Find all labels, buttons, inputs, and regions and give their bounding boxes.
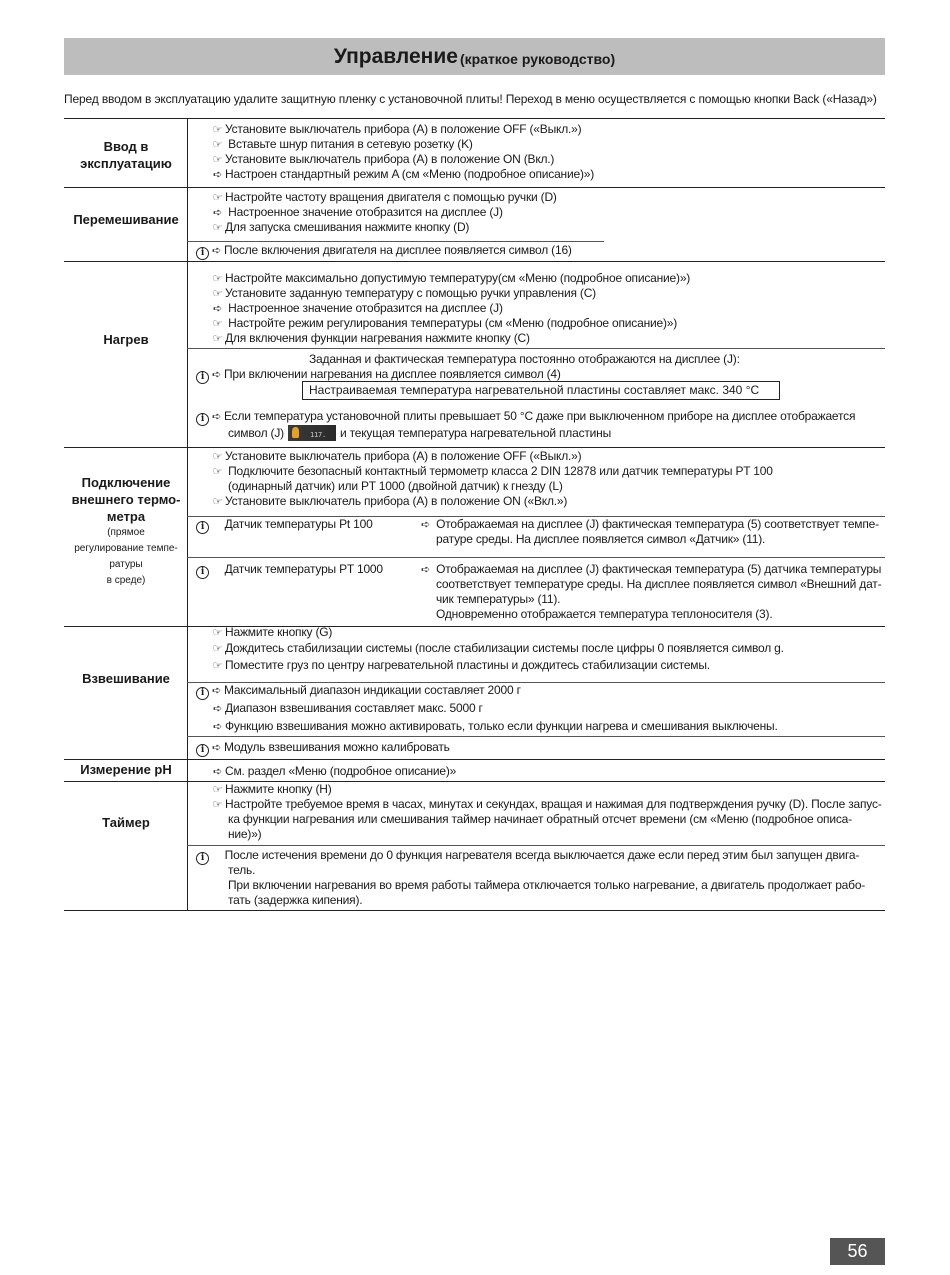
hand-icon: ☞ <box>212 627 223 639</box>
arrow-icon: ➪ <box>212 303 223 315</box>
display-note: Заданная и фактическая температура постоянно отображаются на дисплее (J): <box>309 352 740 366</box>
section-title-timer: Таймер <box>102 815 150 830</box>
info-continuation: При включении нагревания во время работы таймера отключается только нагревание, а двигатель продолжает рабо- <box>228 878 866 892</box>
section-title-weighing: Взвешивание <box>82 671 170 686</box>
arrow-icon: ➪ <box>212 703 223 715</box>
hand-icon: ☞ <box>212 660 223 672</box>
sensor-pt100-label: i Датчик температуры Pt 100 <box>196 517 373 534</box>
hand-icon: ☞ <box>212 799 223 811</box>
list-item: ☞ Настройте режим регулирования температуры (см «Меню (подробное описание)») <box>210 316 677 332</box>
sub-divider <box>187 736 885 737</box>
info-item: i ➪ После включения двигателя на дисплее появляется символ (16) <box>196 243 572 260</box>
list-item: ☞ Установите выключатель прибора (A) в положение OFF («Выкл.») <box>210 449 581 465</box>
hand-icon: ☞ <box>212 192 223 204</box>
list-item: ☞ Установите выключатель прибора (A) в положение ON («Вкл.») <box>210 494 567 510</box>
hand-icon: ☞ <box>212 333 223 345</box>
hand-icon: ☞ <box>212 466 223 478</box>
section-title-thermometer: Подключение внешнего термо- метра (прямое регулирование темпе- ратуры в среде) <box>71 475 181 586</box>
hand-icon: ☞ <box>212 222 223 234</box>
row-divider <box>64 447 885 448</box>
list-item: ➪ Настроенное значение отобразится на дисплее (J) <box>210 205 503 221</box>
info-icon: i <box>196 413 209 426</box>
arrow-icon: ➪ <box>211 369 222 381</box>
sensor-pt100-text-cont: ратуре среды. На дисплее появляется символ «Датчик» (11). <box>436 532 766 546</box>
list-item: ☞ Подключите безопасный контактный термометр класса 2 DIN 12878 или датчик температуры PT 100 <box>210 464 773 480</box>
sensor-pt100-text: ➪ Отображаемая на дисплее (J) фактическая температура (5) соответствует темпе- <box>418 517 879 533</box>
row-divider <box>64 187 885 188</box>
info-continuation: тать (задержка кипения). <box>228 893 363 907</box>
info-item: i ➪ Модуль взвешивания можно калибровать <box>196 740 450 757</box>
info-icon: i <box>196 521 209 534</box>
hand-icon: ☞ <box>212 784 223 796</box>
hand-icon: ☞ <box>212 496 223 508</box>
info-icon: i <box>196 566 209 579</box>
row-divider <box>64 759 885 760</box>
arrow-icon: ➪ <box>211 245 222 257</box>
sub-divider <box>187 845 885 846</box>
hand-icon: ☞ <box>212 124 223 136</box>
sensor-pt1000-label: i Датчик температуры PT 1000 <box>196 562 383 579</box>
sub-divider <box>187 557 885 558</box>
list-item: ➪ Настроенное значение отобразится на дисплее (J) <box>210 301 503 317</box>
list-item: ➪ Настроен стандартный режим A (см «Меню (подробное описание)») <box>210 167 594 183</box>
section-title-stirring: Перемешивание <box>73 212 179 227</box>
info-icon: i <box>196 371 209 384</box>
info-icon: i <box>196 687 209 700</box>
arrow-icon: ➪ <box>420 519 431 531</box>
info-item: i ➪ Максимальный диапазон индикации составляет 2000 г <box>196 683 521 700</box>
list-item: ☞ Установите заданную температуру с помощью ручки управления (C) <box>210 286 596 302</box>
info-continuation: тель. <box>228 863 256 877</box>
intro-text: Перед вводом в эксплуатацию удалите защитную пленку с установочной плиты! Переход в меню осуществляется с помощью кнопки Back («Назад») <box>64 92 877 106</box>
table-bottom-rule <box>64 910 885 911</box>
list-item: ☞ Настройте требуемое время в часах, минутах и секундах, вращая и нажимая для подтверждения ручку (D). После запус- <box>210 797 882 813</box>
row-divider <box>64 626 885 627</box>
info-icon: i <box>196 744 209 757</box>
sensor-pt1000-text-cont: чик температуры» (11). <box>436 592 561 606</box>
list-item: ➪ См. раздел «Меню (подробное описание)» <box>210 764 456 780</box>
page-subtitle: (краткое руководство) <box>459 50 616 67</box>
arrow-icon: ➪ <box>211 411 222 423</box>
list-item: ➪ Функцию взвешивания можно активировать, только если функции нагрева и смешивания выключены. <box>210 719 778 735</box>
sub-divider <box>187 241 604 242</box>
row-divider <box>64 261 885 262</box>
page-title: Управление <box>333 44 458 68</box>
list-item-continuation: (одинарный датчик) или PT 1000 (двойной датчик) к гнезду (L) <box>228 479 563 493</box>
list-item: ☞ Поместите груз по центру нагревательной пластины и дождитесь стабилизации системы. <box>210 658 710 674</box>
arrow-icon: ➪ <box>211 742 222 754</box>
hand-icon: ☞ <box>212 288 223 300</box>
section-title-commissioning: Ввод в эксплуатацию <box>80 139 172 171</box>
list-item: ☞ Для включения функции нагревания нажмите кнопку (C) <box>210 331 530 347</box>
section-title-heating: Нагрев <box>103 332 149 347</box>
table-column-divider <box>187 118 188 910</box>
arrow-icon: ➪ <box>211 685 222 697</box>
info-continuation: символ (J) 117. и текущая температура нагревательной пластины <box>228 426 612 440</box>
info-item: i После истечения времени до 0 функция нагревателя всегда выключается даже если перед этим был запущен двига- <box>196 848 859 865</box>
list-item: ☞ Настройте частоту вращения двигателя с помощью ручки (D) <box>210 190 557 206</box>
list-item: ☞ Нажмите кнопку (H) <box>210 782 332 798</box>
title-banner <box>64 38 885 75</box>
arrow-icon: ➪ <box>420 564 431 576</box>
sensor-pt1000-text-cont: соответствует температуре среды. На дисплее появляется символ «Внешний дат- <box>436 577 882 591</box>
arrow-icon: ➪ <box>212 207 223 219</box>
hand-icon: ☞ <box>212 154 223 166</box>
sub-divider <box>187 348 885 349</box>
info-item: i ➪ Если температура установочной плиты превышает 50 °C даже при выключенном приборе на дисплее отображается <box>196 409 855 426</box>
info-icon: i <box>196 852 209 865</box>
arrow-icon: ➪ <box>212 766 223 778</box>
hand-icon: ☞ <box>212 451 223 463</box>
hand-icon: ☞ <box>212 139 223 151</box>
page-number: 56 <box>830 1238 885 1265</box>
list-item: ➪ Диапазон взвешивания составляет макс. 5000 г <box>210 701 483 717</box>
list-item-continuation: ка функции нагревания или смешивания таймер начинает обратный отсчет времени (см «Меню (подробное описа- <box>228 812 852 826</box>
list-item: ☞ Установите выключатель прибора (A) в положение OFF («Выкл.») <box>210 122 581 138</box>
sensor-pt1000-text-cont: Одновременно отображается температура теплоносителя (3). <box>436 607 773 621</box>
list-item: ☞ Для запуска смешивания нажмите кнопку (D) <box>210 220 469 236</box>
sensor-pt1000-text: ➪ Отображаемая на дисплее (J) фактическая температура (5) датчика температуры <box>418 562 881 578</box>
list-item: ☞ Нажмите кнопку (G) <box>210 625 332 641</box>
display-symbol-image: 117. <box>288 425 336 441</box>
info-item: i ➪ При включении нагревания на дисплее появляется символ (4) <box>196 367 561 384</box>
arrow-icon: ➪ <box>212 169 223 181</box>
info-icon: i <box>196 247 209 260</box>
row-divider <box>64 781 885 782</box>
arrow-icon: ➪ <box>212 721 223 733</box>
list-item-continuation: ние)») <box>228 827 262 841</box>
list-item: ☞ Установите выключатель прибора (A) в положение ON (Вкл.) <box>210 152 554 168</box>
hand-icon: ☞ <box>212 318 223 330</box>
section-title-ph: Измерение pH <box>80 762 172 777</box>
list-item: ☞ Настройте максимально допустимую температуру(см «Меню (подробное описание)») <box>210 271 690 287</box>
list-item: ☞ Вставьте шнур питания в сетевую розетку (K) <box>210 137 473 153</box>
max-temperature-box: Настраиваемая температура нагревательной пластины составляет макс. 340 °C <box>302 381 780 400</box>
flame-icon <box>292 427 299 438</box>
list-item: ☞ Дождитесь стабилизации системы (после стабилизации системы после цифры 0 появляется символ g. <box>210 641 784 657</box>
hand-icon: ☞ <box>212 643 223 655</box>
hand-icon: ☞ <box>212 273 223 285</box>
